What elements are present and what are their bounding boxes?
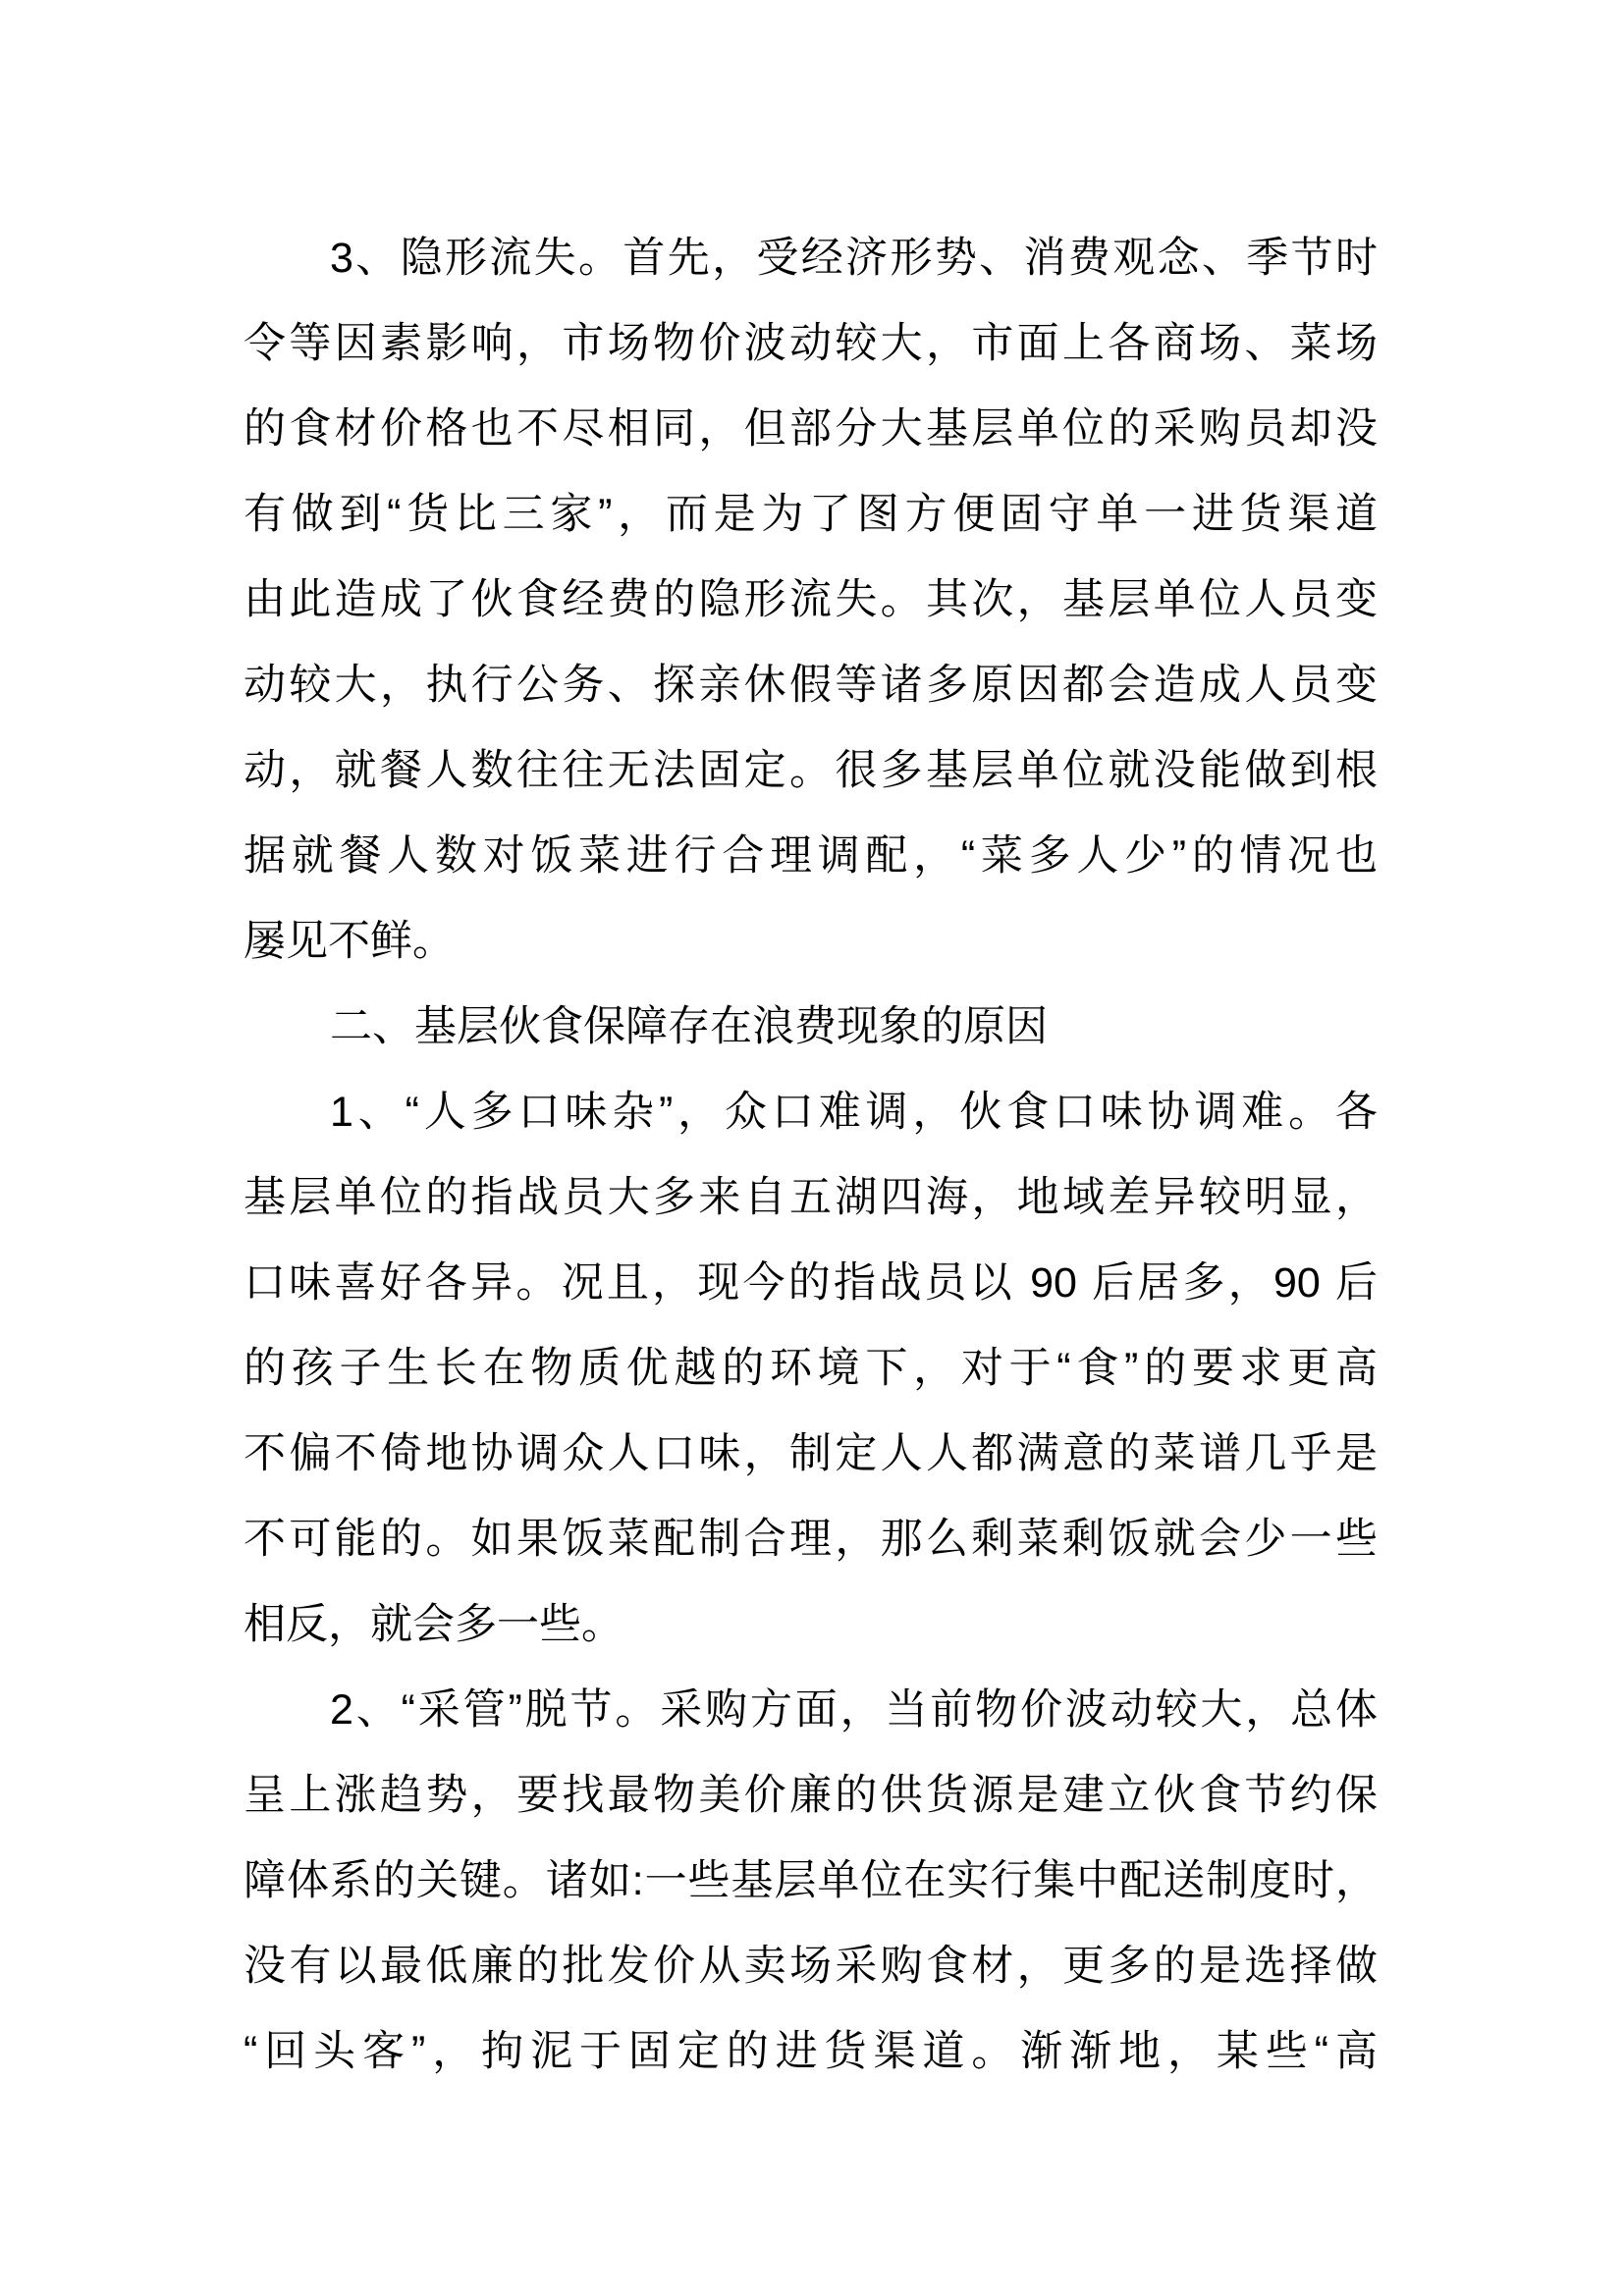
text-line: 动，就餐人数往往无法固定。很多基层单位就没能做到根: [244, 747, 1378, 794]
text-line: 动较大，执行公务、探亲休假等诸多原因都会造成人员变: [244, 662, 1378, 709]
text-line: 1、“人多口味杂”，众口难调，伙食口味协调难。各: [330, 1089, 1378, 1136]
text-line: 口味喜好各异。况且，现今的指战员以 90 后居多，90 后: [244, 1259, 1378, 1307]
text-line: 不偏不倚地协调众人口味，制定人人都满意的菜谱几乎是: [244, 1430, 1378, 1477]
text-line: 基层单位的指战员大多来自五湖四海，地域差异较明显，: [244, 1174, 1378, 1221]
text-line: 呈上涨趋势，要找最物美价廉的供货源是建立伙食节约保: [244, 1772, 1378, 1819]
text-line: 的食材价格也不尽相同，但部分大基层单位的采购员却没: [244, 405, 1378, 453]
text-line: 没有以最低廉的批发价从卖场采购食材，更多的是选择做: [244, 1943, 1378, 1990]
text-line: 由此造成了伙食经费的隐形流失。其次，基层单位人员变: [244, 576, 1378, 623]
document-body: [244, 216, 1378, 2095]
text-line: 3、隐形流失。首先，受经济形势、消费观念、季节时: [330, 235, 1378, 282]
text-line: 的孩子生长在物质优越的环境下，对于“食”的要求更高: [244, 1345, 1378, 1392]
text-line: 据就餐人数对饭菜进行合理调配，“菜多人少”的情况也: [244, 832, 1378, 880]
text-line: “回头客”，拘泥于固定的进货渠道。渐渐地，某些“高: [244, 2028, 1378, 2075]
text-line: 有做到“货比三家”，而是为了图方便固守单一进货渠道: [244, 491, 1378, 538]
text-line: 2、“采管”脱节。采购方面，当前物价波动较大，总体: [330, 1686, 1378, 1734]
text-line: 不可能的。如果饭菜配制合理，那么剩菜剩饭就会少一些: [244, 1516, 1378, 1563]
text-line: 令等因素影响，市场物价波动较大，市面上各商场、菜场: [244, 320, 1378, 367]
text-line: 障体系的关键。诸如:一些基层单位在实行集中配送制度时，: [244, 1857, 1378, 1904]
text-line: 相反，就会多一些。: [244, 1601, 623, 1648]
text-line: 二、基层伙食保障存在浪费现象的原因: [330, 1003, 1048, 1050]
text-line: 屡见不鲜。: [244, 918, 455, 965]
